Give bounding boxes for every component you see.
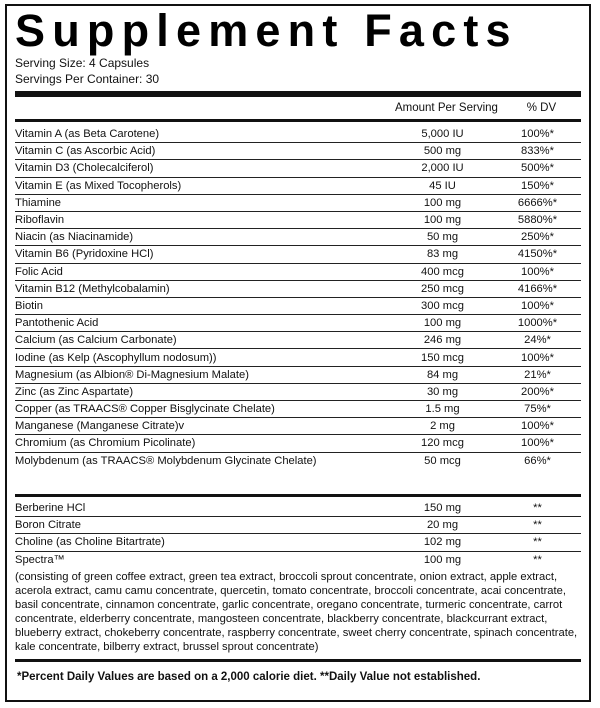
supplement-facts-panel (5, 4, 591, 702)
nutrient-dv: 500%* (521, 162, 554, 175)
table-row (15, 332, 581, 349)
nutrient-amount: 1.5 mg (425, 403, 460, 416)
table-row (15, 552, 581, 569)
nutrient-name: Riboflavin (15, 214, 65, 227)
vitamins-minerals-section (15, 122, 581, 494)
nutrient-dv: 833%* (521, 145, 554, 158)
column-header-amount: Amount Per Serving (395, 102, 498, 114)
table-row (15, 178, 581, 195)
nutrient-dv: ** (533, 519, 542, 532)
table-row (15, 281, 581, 298)
nutrient-amount: 300 mcg (421, 299, 464, 312)
nutrient-dv: 4150%* (517, 248, 558, 261)
nutrient-amount: 100 mg (423, 196, 462, 209)
nutrient-name: Folic Acid (15, 265, 63, 278)
table-row (15, 195, 581, 212)
nutrient-dv: 100%* (521, 128, 554, 141)
nutrient-amount: 150 mcg (421, 351, 464, 364)
nutrient-name: Manganese (Manganese Citrate)v (15, 420, 185, 433)
nutrient-name: Thiamine (15, 196, 62, 209)
other-ingredients-section (15, 497, 581, 569)
nutrient-amount: 2,000 IU (421, 162, 464, 175)
nutrient-dv: 100%* (521, 265, 554, 278)
nutrient-amount: 30 mg (426, 385, 459, 398)
servings-per-container: Servings Per Container: 30 (15, 72, 160, 86)
nutrient-name: Chromium (as Chromium Picolinate) (15, 437, 196, 450)
nutrient-dv: ** (533, 554, 542, 567)
table-row (15, 418, 581, 435)
table-row (15, 264, 581, 281)
nutrient-dv: 100%* (521, 299, 554, 312)
nutrient-name: Copper (as TRAACS® Copper Bisglycinate Chelate) (15, 403, 275, 416)
nutrient-amount: 45 IU (429, 179, 456, 192)
nutrient-amount: 50 mg (426, 231, 459, 244)
nutrient-name: Iodine (as Kelp (Ascophyllum nodosum)) (15, 351, 217, 364)
table-row (15, 212, 581, 229)
nutrient-name: Calcium (as Calcium Carbonate) (15, 334, 177, 347)
table-row (15, 384, 581, 401)
nutrient-dv: 150%* (521, 179, 554, 192)
table-row (15, 534, 581, 551)
table-row (15, 229, 581, 246)
nutrient-dv: 75%* (524, 403, 551, 416)
table-row (15, 143, 581, 160)
nutrient-amount: 5,000 IU (421, 128, 464, 141)
nutrient-amount: 100 mg (423, 214, 462, 227)
nutrient-dv: ** (533, 536, 542, 549)
nutrient-name: Vitamin E (as Mixed Tocopherols) (15, 179, 182, 192)
table-row (15, 435, 581, 452)
nutrient-name: Biotin (15, 299, 43, 312)
nutrient-name: Pantothenic Acid (15, 317, 99, 330)
nutrient-name: Boron Citrate (15, 519, 81, 532)
nutrient-name: Niacin (as Niacinamide) (15, 231, 134, 244)
footnote: *Percent Daily Values are based on a 2,000 calorie diet. **Daily Value not established. (17, 671, 481, 684)
nutrient-dv: 6666%* (517, 196, 558, 209)
nutrient-dv: 1000%* (517, 317, 558, 330)
spectra-consisting-text: (consisting of green coffee extract, green tea extract, broccoli sprout concentrate, onion extract, apple extract, acerola extract, camu camu concentrate, quercetin, tomato concentrate, broccoli concentrate, acai concentrate, basil concentrate, cinnamon concentrate, garlic concentrate, oregano concentrate, turmeric concentrate, carrot concentrate, elderberry concentrate, mangosteen concentrate, blackberry concentrate, blackcurrant extract, blueberry extract, chokeberry concentrate, raspberry concentrate, sweet cherry concentrate, spinach concentrate, kale concentrate, bilberry extract, brussel sprout concentrate) (15, 570, 578, 654)
table-row (15, 246, 581, 263)
table-row (15, 160, 581, 177)
nutrient-dv: 250%* (521, 231, 554, 244)
nutrient-name: Choline (as Choline Bitartrate) (15, 536, 165, 549)
nutrient-dv: ** (533, 502, 542, 515)
nutrient-name: Molybdenum (as TRAACS® Molybdenum Glycinate Chelate) (15, 455, 317, 468)
nutrient-dv: 21%* (524, 368, 551, 381)
nutrient-name: Vitamin B12 (Methylcobalamin) (15, 282, 170, 295)
nutrient-name: Zinc (as Zinc Aspartate) (15, 385, 134, 398)
nutrient-dv: 4166%* (517, 282, 558, 295)
table-row (15, 367, 581, 384)
nutrient-dv: 5880%* (517, 214, 558, 227)
nutrient-amount: 100 mg (423, 317, 462, 330)
nutrient-amount: 83 mg (426, 248, 459, 261)
table-row (15, 315, 581, 332)
serving-size: Serving Size: 4 Capsules (15, 56, 150, 70)
table-row (15, 126, 581, 143)
nutrient-name: Magnesium (as Albion® Di-Magnesium Malate) (15, 368, 249, 381)
nutrient-name: Vitamin C (as Ascorbic Acid) (15, 145, 156, 158)
nutrient-name: Vitamin D3 (Cholecalciferol) (15, 162, 154, 175)
nutrient-amount: 400 mcg (421, 265, 464, 278)
nutrient-amount: 20 mg (426, 519, 459, 532)
nutrient-amount: 150 mg (423, 502, 462, 515)
nutrient-dv: 200%* (521, 385, 554, 398)
table-row (15, 517, 581, 534)
nutrient-dv: 100%* (521, 437, 554, 450)
panel-title: Supplement Facts (15, 5, 518, 56)
column-header-row (15, 97, 581, 119)
nutrient-amount: 250 mcg (421, 282, 464, 295)
column-header-dv: % DV (526, 102, 557, 114)
nutrient-amount: 120 mcg (421, 437, 464, 450)
nutrient-amount: 2 mg (430, 420, 455, 433)
nutrient-name: Vitamin B6 (Pyridoxine HCl) (15, 248, 154, 261)
nutrient-dv: 100%* (521, 351, 554, 364)
nutrient-amount: 50 mcg (424, 455, 461, 468)
nutrient-name: Vitamin A (as Beta Carotene) (15, 128, 160, 141)
nutrient-amount: 246 mg (423, 334, 462, 347)
table-row (15, 453, 581, 470)
nutrient-dv: 24%* (524, 334, 551, 347)
table-row (15, 349, 581, 366)
serving-info (15, 55, 581, 87)
table-row (15, 500, 581, 517)
nutrient-amount: 500 mg (423, 145, 462, 158)
nutrient-amount: 84 mg (426, 368, 459, 381)
nutrient-name: Spectra™ (15, 554, 65, 567)
nutrient-dv: 100%* (521, 420, 554, 433)
nutrient-amount: 100 mg (423, 554, 462, 567)
table-row (15, 401, 581, 418)
table-row (15, 298, 581, 315)
nutrient-amount: 102 mg (423, 536, 462, 549)
nutrient-name: Berberine HCl (15, 502, 86, 515)
nutrient-dv: 66%* (524, 455, 551, 468)
